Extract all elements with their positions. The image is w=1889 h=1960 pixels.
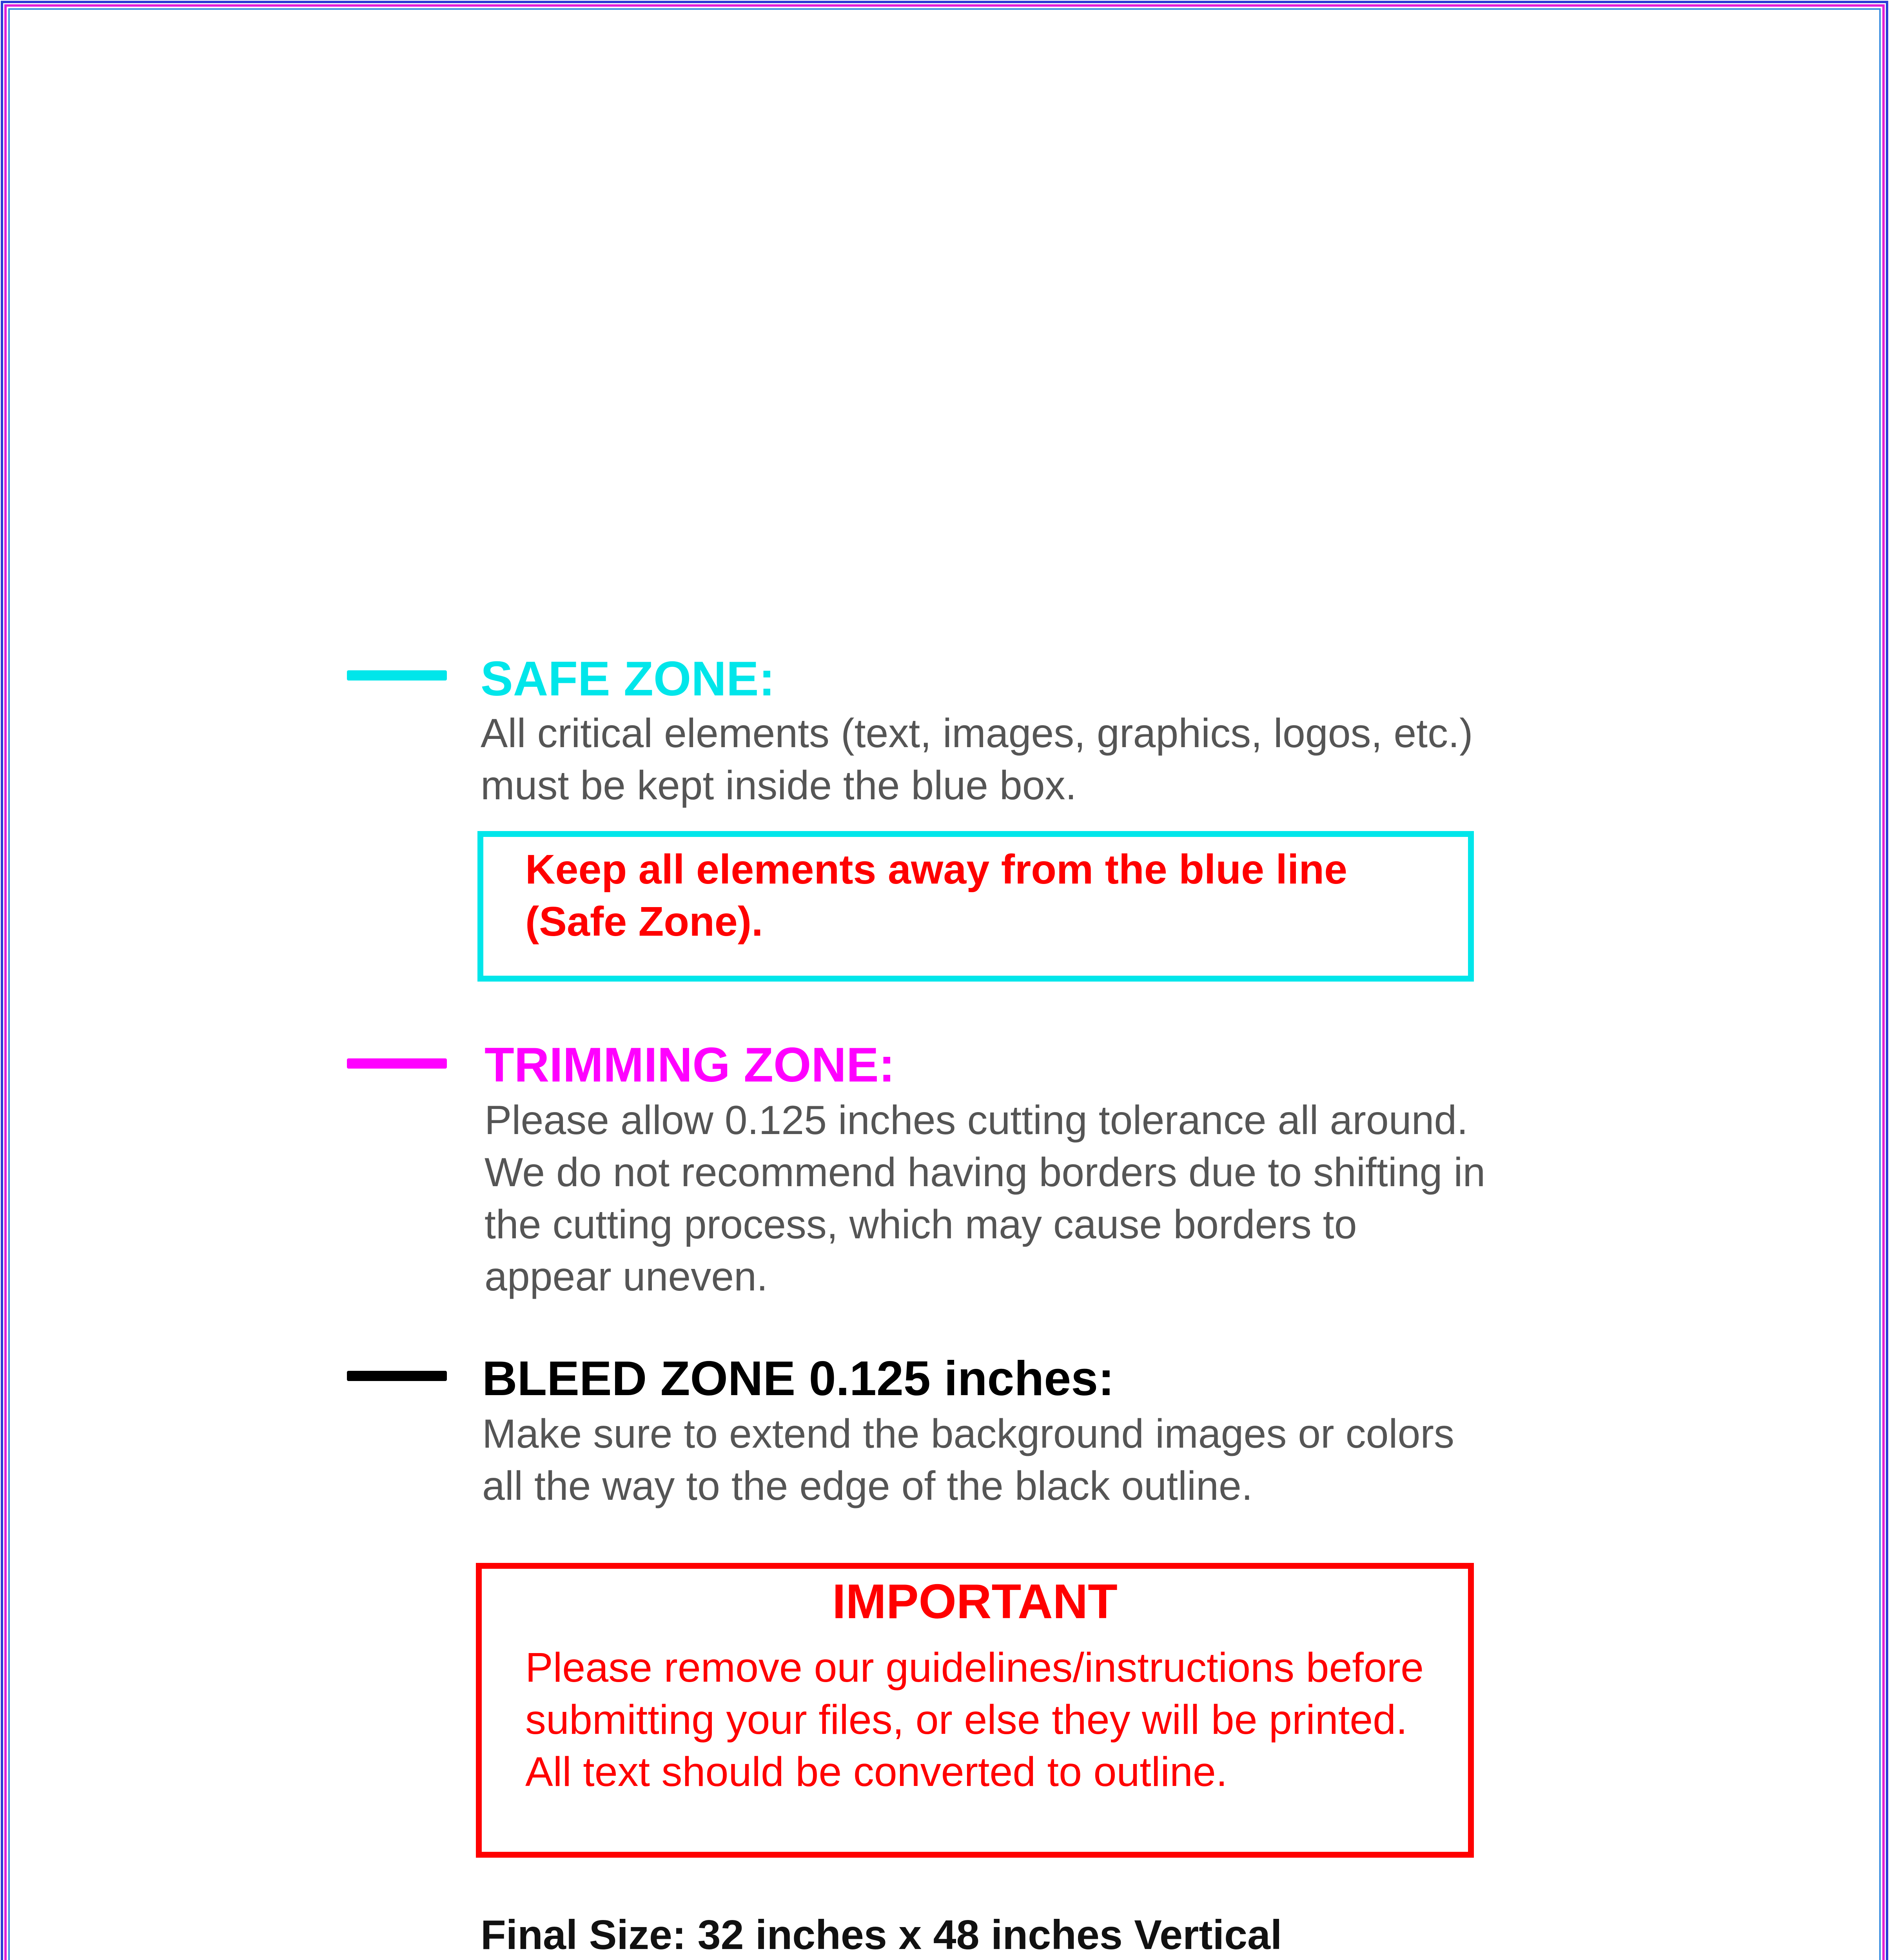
- safe-zone-line: must be kept inside the blue box.: [481, 763, 1077, 808]
- trim-zone-description: [484, 1094, 1485, 1303]
- safe-zone-box-line: (Safe Zone).: [525, 898, 763, 945]
- safe-zone-description: [481, 708, 1473, 812]
- bleed-zone-title: BLEED ZONE 0.125 inches:: [482, 1352, 1114, 1406]
- bleed-zone-swatch: [347, 1371, 447, 1381]
- trim-zone-line: appear uneven.: [484, 1254, 768, 1299]
- safe-zone-box-line: Keep all elements away from the blue line: [525, 846, 1348, 893]
- safe-zone-line: All critical elements (text, images, graphics, logos, etc.): [481, 711, 1473, 756]
- safe-zone-box-text: [525, 844, 1347, 948]
- bleed-zone-line: all the way to the edge of the black outline.: [482, 1463, 1253, 1509]
- safe-zone-swatch: [347, 670, 447, 681]
- trim-zone-swatch: [347, 1058, 447, 1069]
- important-line: Please remove our guidelines/instructions before: [525, 1644, 1424, 1691]
- important-line: All text should be converted to outline.: [525, 1749, 1228, 1795]
- important-line: submitting your files, or else they will be printed.: [525, 1697, 1408, 1743]
- bleed-zone-line: Make sure to extend the background images or colors: [482, 1411, 1455, 1457]
- trim-zone-line: We do not recommend having borders due to shifting in: [484, 1150, 1486, 1195]
- trim-zone-title: TRIMMING ZONE:: [484, 1038, 895, 1092]
- size-info: [481, 1909, 1395, 1960]
- safe-zone-title: SAFE ZONE:: [481, 652, 775, 706]
- trim-zone-line: Please allow 0.125 inches cutting tolerance all around.: [484, 1098, 1468, 1143]
- trim-zone-line: the cutting process, which may cause borders to: [484, 1202, 1357, 1247]
- bleed-zone-description: [482, 1408, 1454, 1512]
- important-text: [525, 1642, 1424, 1798]
- important-title: IMPORTANT: [832, 1575, 1118, 1629]
- final-size-text: Final Size: 32 inches x 48 inches Vertical: [481, 1912, 1282, 1958]
